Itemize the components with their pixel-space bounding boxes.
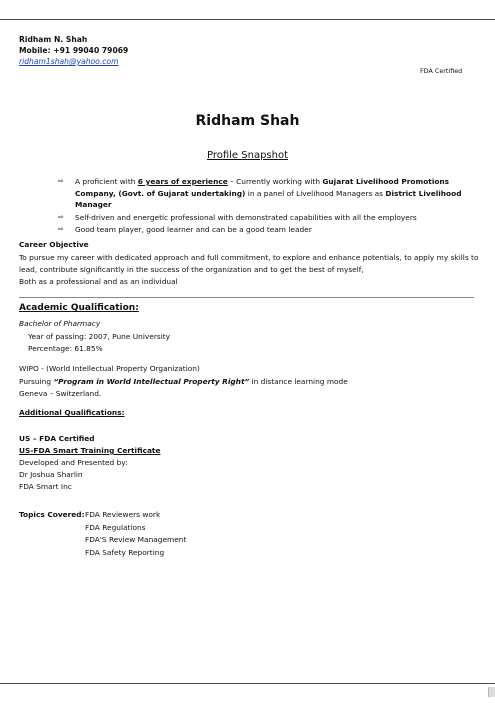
bottom-divider (0, 683, 495, 684)
profile-snapshot-list (58, 176, 478, 237)
topic-item: FDA Safety Reporting (85, 547, 165, 557)
snapshot-item: ⇨ Self-driven and energetic professional with demonstrated capabilities with all the employers (58, 212, 417, 222)
top-divider (0, 19, 495, 20)
wipo-location: Geneva – Switzerland. (19, 389, 102, 398)
presented-by: Developed and Presented by: (19, 458, 128, 467)
topics-list (85, 509, 186, 559)
wipo-pursuing: Pursuing “Program in World Intellectual Property Right” in distance learning mode (19, 376, 348, 386)
percentage: Percentage: 61.85% (28, 344, 103, 353)
arrow-bullet-icon: ⇨ (58, 177, 64, 185)
passing-year: Year of passing: 2007, Pune University (28, 331, 171, 341)
topic-item: FDA Regulations (85, 522, 146, 532)
presenter: Dr Joshua Sharlin (19, 470, 83, 479)
career-objective-heading: Career Objective (19, 240, 89, 249)
arrow-bullet-icon: ⇨ (58, 212, 64, 221)
arrow-bullet-icon: ⇨ (58, 225, 64, 233)
wipo-title: WIPO - (World Intellectual Property Organization) (19, 364, 200, 373)
topic-item: FDA'S Review Management (85, 535, 187, 544)
snapshot-item: ⇨ Good team player, good learner and can be a good team leader (58, 225, 312, 234)
contact-block (19, 34, 128, 67)
snapshot-item: ⇨ A proficient with 6 years of experience – Currently working with Gujarat Livelihood Promotions Company, (Govt. of Gujarat undertaking) in a panel of Livelihood Managers as District Livelihood Manager (58, 177, 462, 209)
career-objective-text: To pursue my career with dedicated approach and full commitment, to explore and enhance potentials, to apply my skills to lead, contribute significantly in the success of the organization and to get the best of myself, Both as a professional and as an individual (19, 253, 479, 286)
topics-label: Topics Covered: (19, 510, 85, 519)
organization: FDA Smart Inc (19, 482, 72, 491)
contact-name: Ridham N. Shah (19, 35, 88, 44)
header-certification: FDA Certified (420, 67, 463, 75)
contact-mobile: Mobile: +91 99040 79069 (19, 46, 129, 55)
resize-handle[interactable] (488, 687, 495, 697)
academic-details (19, 318, 170, 356)
additional-qualifications-heading: Additional Qualifications: (19, 408, 125, 417)
certification: US – FDA Certified (19, 434, 95, 443)
additional-qualifications (19, 433, 160, 493)
resume-title: Ridham Shah (195, 113, 300, 129)
degree: Bachelor of Pharmacy (19, 319, 101, 328)
topic-item: FDA Reviewers work (85, 510, 161, 519)
wipo-details (19, 363, 348, 401)
section-divider (19, 297, 474, 298)
academic-heading: Academic Qualification: (19, 303, 139, 313)
profile-snapshot-heading: Profile Snapshot (206, 150, 289, 161)
training-certificate: US-FDA Smart Training Certificate (19, 446, 161, 455)
contact-email-link[interactable]: ridham1shah@yahoo.com (19, 57, 119, 66)
